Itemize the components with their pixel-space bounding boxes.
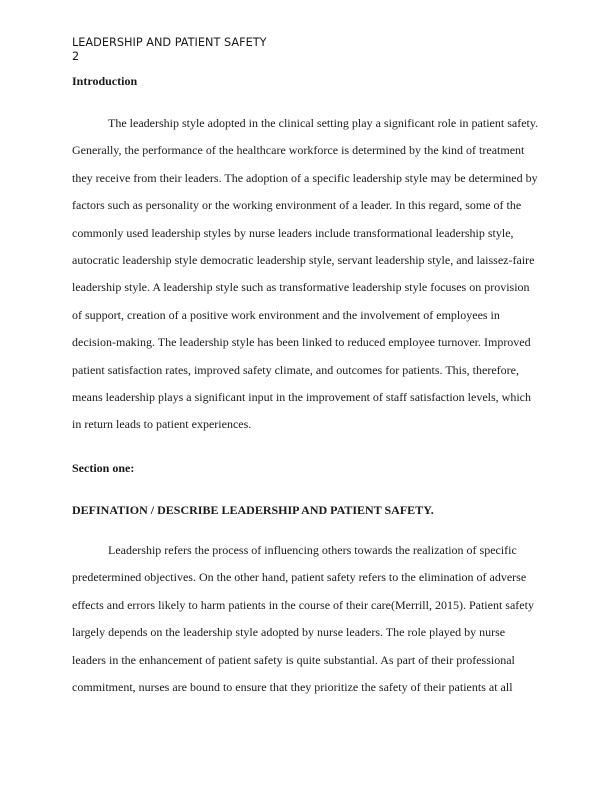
introduction-heading: Introduction (72, 74, 138, 88)
paragraph-line: leadership style. A leadership style such as transformative leadership style focuses on provision (72, 280, 530, 295)
paragraph-line: in return leads to patient experiences. (72, 417, 252, 432)
section-one-paragraph (72, 537, 542, 701)
paragraph-line: commonly used leadership styles by nurse leaders include transformational leadership style, (72, 225, 514, 240)
paragraph-line: means leadership plays a significant input in the improvement of staff satisfaction levels, which (72, 389, 531, 404)
paragraph-line: effects and errors likely to harm patients in the course of their care(Merrill, 2015). Patient safety (72, 597, 534, 612)
paragraph-line: Leadership refers the process of influencing others towards the realization of specific (108, 543, 517, 557)
paragraph-line: autocratic leadership style democratic leadership style, servant leadership style, and laissez-faire (72, 252, 535, 267)
paragraph-line: decision-making. The leadership style has been linked to reduced employee turnover. Improved (72, 335, 531, 350)
running-header (72, 36, 267, 63)
running-title: LEADERSHIP AND PATIENT SAFETY (72, 36, 267, 49)
paragraph-line: predetermined objectives. On the other hand, patient safety refers to the elimination of adverse (72, 570, 527, 585)
paragraph-line: patient satisfaction rates, improved safety climate, and outcomes for patients. This, therefore, (72, 362, 519, 377)
paragraph-line: The leadership style adopted in the clinical setting play a significant role in patient safety. (108, 116, 539, 130)
introduction-paragraph (72, 110, 542, 439)
paragraph-line: they receive from their leaders. The adoption of a specific leadership style may be determined by (72, 170, 538, 185)
page-number: 2 (72, 49, 80, 63)
paragraph-line: commitment, nurses are bound to ensure that they prioritize the safety of their patients at all (72, 679, 513, 694)
section-one-subheading: DEFINATION / DESCRIBE LEADERSHIP AND PATIENT SAFETY. (72, 503, 434, 517)
paragraph-line: Generally, the performance of the healthcare workforce is determined by the kind of treatment (72, 143, 525, 158)
paragraph-line: leaders in the enhancement of patient safety is quite substantial. As part of their professional (72, 652, 515, 667)
paragraph-line: factors such as personality or the working environment of a leader. In this regard, some of the (72, 198, 522, 213)
paragraph-line: largely depends on the leadership style adopted by nurse leaders. The role played by nurse (72, 625, 506, 640)
paragraph-line: of support, creation of a positive work environment and the involvement of employees in (72, 307, 500, 322)
section-one-heading: Section one: (72, 461, 135, 475)
